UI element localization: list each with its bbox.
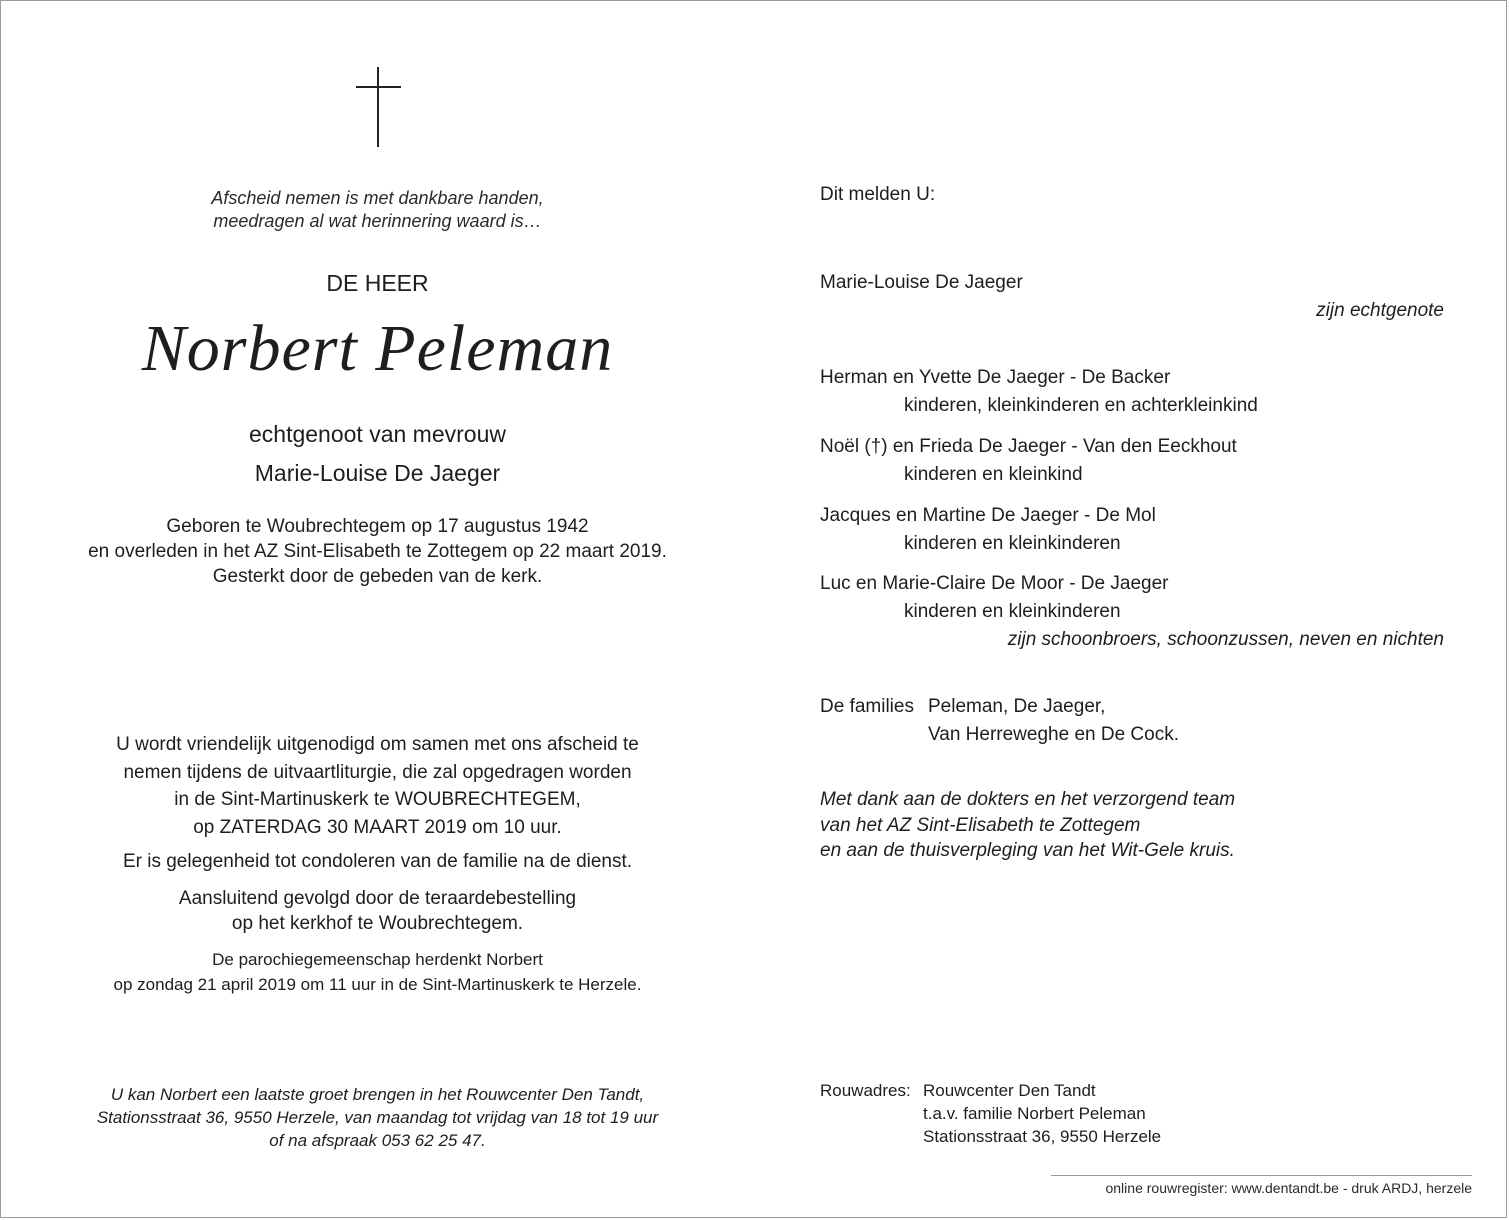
sacrament-line: Gesterkt door de gebeden van de kerk.	[212, 566, 543, 587]
family-entry-name: Jacques en Martine De Jaeger - De Mol	[820, 505, 1156, 526]
invitation-line: op ZATERDAG 30 MAART 2019 om 10 uur.	[193, 816, 562, 838]
invitation-line: nemen tijdens de uitvaartliturgie, die zal opgedragen worden	[123, 761, 632, 783]
address-line: Rouwcenter Den Tandt	[923, 1081, 1096, 1100]
invitation-line: U wordt vriendelijk uitgenodigd om samen met ons afscheid te	[116, 734, 639, 755]
quote-line: Afscheid nemen is met dankbare handen,	[211, 188, 544, 208]
thanks-note	[820, 787, 1235, 864]
burial-line: Aansluitend gevolgd door de teraardebestelling	[178, 888, 577, 909]
families-names	[928, 693, 1179, 749]
family-entry-name: Luc en Marie-Claire De Moor - De Jaeger	[820, 573, 1169, 594]
families-line: Peleman, De Jaeger,	[928, 696, 1106, 717]
spouse-name: Marie-Louise De Jaeger	[254, 460, 501, 486]
quote-line: meedragen al wat herinnering waard is…	[213, 211, 542, 231]
death-line: en overleden in het AZ Sint-Elisabeth te Zottegem op 22 maart 2019.	[88, 541, 667, 562]
thanks-line: Met dank aan de dokters en het verzorgend team	[820, 789, 1236, 810]
birth-death-info	[41, 514, 714, 589]
in-laws-line: zijn schoonbroers, schoonzussen, neven en nichten	[1007, 629, 1444, 650]
spouse-relation: zijn echtgenote	[1316, 300, 1444, 321]
parish-line: De parochiegemeenschap herdenkt Norbert	[212, 950, 543, 969]
thanks-line: en aan de thuisverpleging van het Wit-Gele kruis.	[820, 840, 1235, 861]
families-label: De families	[820, 696, 914, 717]
family-entry-relation: kinderen en kleinkind	[904, 464, 1083, 485]
footer-credit: online rouwregister: www.dentandt.be - druk ARDJ, herzele	[1105, 1180, 1472, 1196]
visit-line: U kan Norbert een laatste groet brengen in het Rouwcenter Den Tandt,	[110, 1085, 645, 1104]
address-label: Rouwadres:	[820, 1081, 911, 1100]
cross-icon-bar	[356, 86, 401, 88]
thanks-line: van het AZ Sint-Elisabeth te Zottegem	[820, 814, 1141, 836]
family-entry-name: Herman en Yvette De Jaeger - De Backer	[820, 367, 1171, 388]
spouse-entry-name: Marie-Louise De Jaeger	[820, 272, 1023, 293]
address-line: Stationsstraat 36, 9550 Herzele	[923, 1127, 1162, 1146]
parish-line: op zondag 21 april 2019 om 11 uur in de Sint-Martinuskerk te Herzele.	[113, 975, 642, 994]
condolence-note: Er is gelegenheid tot condoleren van de familie na de dienst.	[122, 851, 633, 872]
visitation-info	[41, 1083, 714, 1152]
visit-line: of na afspraak 053 62 25 47.	[269, 1131, 486, 1150]
spouse-line: echtgenoot van mevrouw	[249, 421, 506, 447]
families-line: Van Herreweghe en De Cock.	[928, 724, 1179, 745]
visit-line: Stationsstraat 36, 9550 Herzele, van maandag tot vrijdag van 18 tot 19 uur	[96, 1108, 659, 1127]
footer-divider	[1051, 1175, 1472, 1176]
family-entry-relation: kinderen, kleinkinderen en achterkleinkind	[904, 395, 1258, 416]
birth-line: Geboren te Woubrechtegem op 17 augustus 1942	[166, 516, 589, 537]
cross-icon	[377, 67, 379, 147]
family-entry-relation: kinderen en kleinkinderen	[904, 533, 1121, 554]
address-line: t.a.v. familie Norbert Peleman	[923, 1104, 1146, 1123]
deceased-name: Norbert Peleman	[141, 312, 614, 385]
funeral-invitation	[41, 731, 714, 841]
family-entry-name: Noël (†) en Frieda De Jaeger - Van den Eeckhout	[820, 436, 1237, 457]
announcement-intro: Dit melden U:	[820, 184, 936, 205]
invitation-line: in de Sint-Martinuskerk te WOUBRECHTEGEM,	[174, 789, 581, 810]
family-entry-relation: kinderen en kleinkinderen	[904, 601, 1121, 622]
burial-note	[41, 886, 714, 936]
opening-quote	[41, 187, 714, 233]
mourning-address	[923, 1079, 1161, 1148]
title: DE HEER	[326, 270, 429, 296]
parish-remembrance	[41, 947, 714, 997]
burial-line: op het kerkhof te Woubrechtegem.	[231, 913, 524, 934]
